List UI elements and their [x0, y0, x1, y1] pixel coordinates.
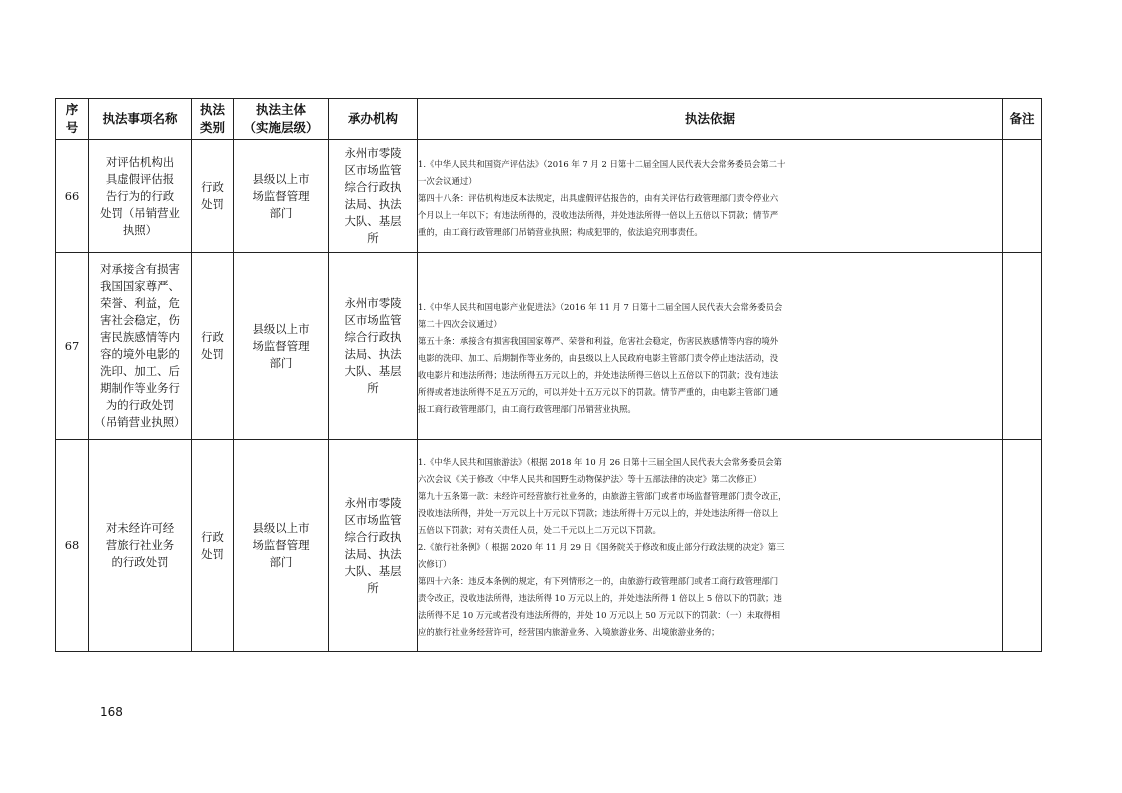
header-type: 执法 类别	[192, 99, 234, 140]
handling-agency: 永州市零陵 区市场监管 综合行政执 法局、执法 大队、基层 所	[329, 253, 418, 440]
enforcement-subject: 县级以上市 场监督管理 部门	[234, 440, 329, 652]
page-number: 168	[100, 705, 123, 719]
item-name: 对评估机构出 具虚假评估报 告行为的行政 处罚（吊销营业 执照）	[89, 140, 192, 253]
header-note: 备注	[1003, 99, 1042, 140]
legal-basis: 1.《中华人民共和国旅游法》（根据 2018 年 10 月 26 日第十三届全国人民代表大会常务委员会第 六次会议《关于修改〈中华人民共和国野生动物保护法〉等十五部法律的决定》第二次修正） 第九十五条第一款：未经许可经营旅行社业务的，由旅游主管部门或者市场监督管理部门责令改正， 没收违法所得，并处一万元以上十万元以下罚款；违法所得十万元以上的，并处违法所得一倍以上 五倍以下罚款；对有关责任人员，处二千元以上二万元以下罚款。 2.《旅行社条例》（ 根据 2020 年 11 月 29 日《国务院关于修改和废止部分行政法规的决定》第三 次修订） 第四十六条：违反本条例的规定，有下列情形之一的，由旅游行政管理部门或者工商行政管理部门 责令改正，没收违法所得，违法所得 10 万元以上的，并处违法所得 1 倍以上 5 倍以下的罚款；违 法所得不足 10 万元或者没有违法所得的，并处 10 万元以上 50 万元以下的罚款：（一）未取得相 应的旅行社业务经营许可，经营国内旅游业务、入境旅游业务、出境旅游业务的；	[418, 440, 1003, 652]
table-row	[56, 253, 1042, 440]
enforcement-type: 行政 处罚	[192, 140, 234, 253]
row-number: 68	[56, 440, 89, 652]
remarks	[1003, 253, 1042, 440]
handling-agency: 永州市零陵 区市场监管 综合行政执 法局、执法 大队、基层 所	[329, 440, 418, 652]
legal-basis: 1.《中华人民共和国电影产业促进法》（2016 年 11 月 7 日第十二届全国人民代表大会常务委员会 第二十四次会议通过） 第五十条：承接含有损害我国国家尊严、荣誉和利益，危害社会稳定，伤害民族感情等内容的境外 电影的洗印、加工、后期制作等业务的，由县级以上人民政府电影主管部门责令停止违法活动，没 收电影片和违法所得；违法所得五万元以上的，并处违法所得三倍以上五倍以下的罚款；没有违法 所得或者违法所得不足五万元的，可以并处十五万元以下的罚款。情节严重的，由电影主管部门通 报工商行政管理部门，由工商行政管理部门吊销营业执照。	[418, 253, 1003, 440]
item-name: 对未经许可经 营旅行社业务 的行政处罚	[89, 440, 192, 652]
remarks	[1003, 440, 1042, 652]
handling-agency: 永州市零陵 区市场监管 综合行政执 法局、执法 大队、基层 所	[329, 140, 418, 253]
enforcement-type: 行政 处罚	[192, 440, 234, 652]
remarks	[1003, 140, 1042, 253]
header-subject: 执法主体 （实施层级）	[234, 99, 329, 140]
item-name: 对承接含有损害 我国国家尊严、 荣誉、利益，危 害社会稳定，伤 害民族感情等内 容的境外电影的 洗印、加工、后 期制作等业务行 为的行政处罚 （吊销营业执照）	[89, 253, 192, 440]
table-row	[56, 140, 1042, 253]
header-num: 序 号	[56, 99, 89, 140]
enforcement-subject: 县级以上市 场监督管理 部门	[234, 140, 329, 253]
table-row	[56, 440, 1042, 652]
enforcement-subject: 县级以上市 场监督管理 部门	[234, 253, 329, 440]
row-number: 66	[56, 140, 89, 253]
legal-basis: 1.《中华人民共和国资产评估法》（2016 年 7 月 2 日第十二届全国人民代表大会常务委员会第二十 一次会议通过） 第四十八条：评估机构违反本法规定，出具虚假评估报告的，由有关评估行政管理部门责令停业六 个月以上一年以下；有违法所得的，没收违法所得，并处违法所得一倍以上五倍以下罚款；情节严 重的，由工商行政管理部门吊销营业执照；构成犯罪的，依法追究刑事责任。	[418, 140, 1003, 253]
enforcement-type: 行政 处罚	[192, 253, 234, 440]
header-org: 承办机构	[329, 99, 418, 140]
row-number: 67	[56, 253, 89, 440]
enforcement-table	[55, 98, 1042, 652]
header-basis: 执法依据	[418, 99, 1003, 140]
header-name: 执法事项名称	[89, 99, 192, 140]
table-header-row	[56, 99, 1042, 140]
